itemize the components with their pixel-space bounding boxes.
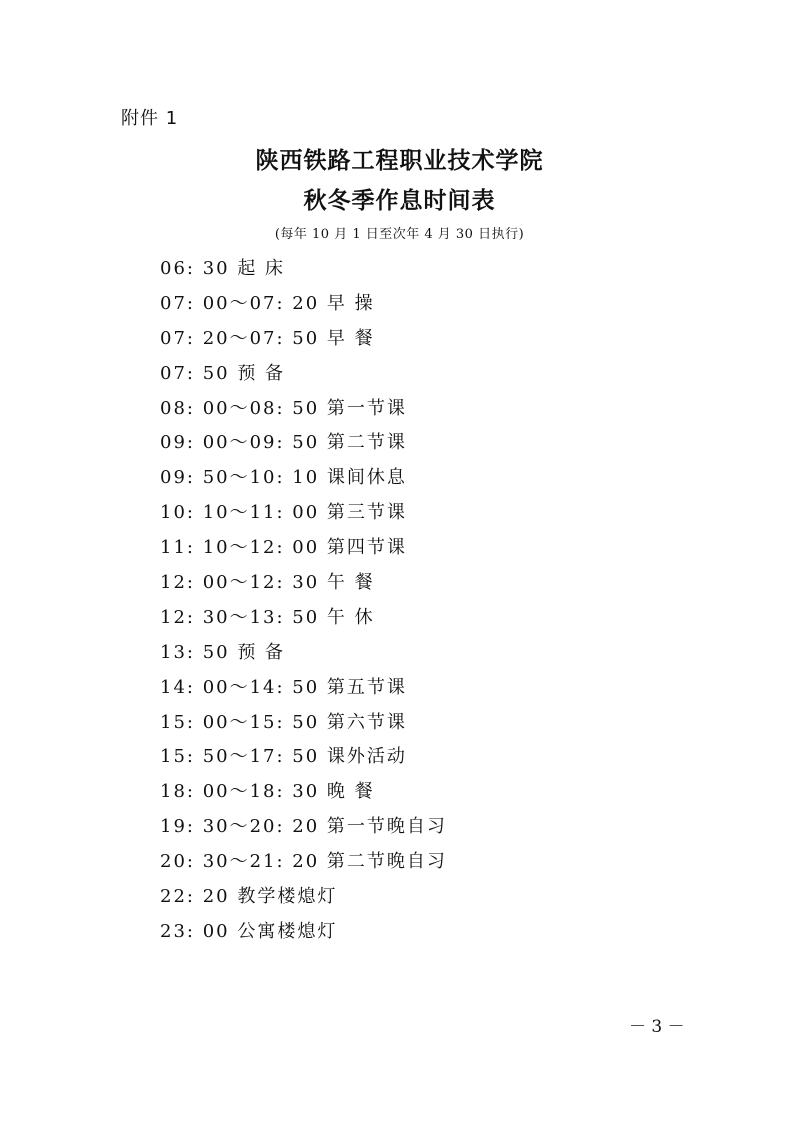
schedule-item: 09: 50～10: 10 课间休息 (160, 467, 407, 489)
schedule-item: 19: 30～20: 20 第一节晚自习 (160, 816, 447, 838)
schedule-item: 10: 10～11: 00 第三节课 (160, 502, 407, 524)
schedule-item: 15: 50～17: 50 课外活动 (160, 746, 407, 768)
schedule-item: 12: 00～12: 30 午 餐 (160, 572, 375, 594)
schedule-item: 23: 00 公寓楼熄灯 (160, 920, 338, 942)
document-title-school: 陕西铁路工程职业技术学院 (255, 147, 544, 174)
document-title-schedule: 秋冬季作息时间表 (303, 187, 496, 214)
schedule-item: 20: 30～21: 20 第二节晚自习 (160, 851, 447, 873)
schedule-item: 12: 30～13: 50 午 休 (160, 606, 375, 628)
schedule-item: 07: 00～07: 20 早 操 (160, 292, 375, 314)
schedule-item: 07: 50 预 备 (160, 362, 286, 384)
schedule-item: 08: 00～08: 50 第一节课 (160, 397, 407, 419)
schedule-item: 15: 00～15: 50 第六节课 (160, 711, 407, 733)
schedule-item: 14: 00～14: 50 第五节课 (160, 676, 407, 698)
schedule-item: 09: 00～09: 50 第二节课 (160, 432, 407, 454)
schedule-item: 11: 10～12: 00 第四节课 (160, 537, 407, 559)
schedule-item: 06: 30 起 床 (160, 258, 286, 279)
document-subtitle-period: (每年 10 月 1 日至次年 4 月 30 日执行) (274, 227, 525, 242)
schedule-item: 22: 20 教学楼熄灯 (160, 886, 338, 908)
attachment-label: 附件 1 (121, 108, 179, 129)
schedule-item: 18: 00～18: 30 晚 餐 (160, 781, 375, 803)
schedule-item: 13: 50 预 备 (160, 641, 286, 663)
schedule-list (160, 254, 447, 952)
page-number: － 3 － (629, 1017, 685, 1037)
schedule-item: 07: 20～07: 50 早 餐 (160, 327, 375, 349)
